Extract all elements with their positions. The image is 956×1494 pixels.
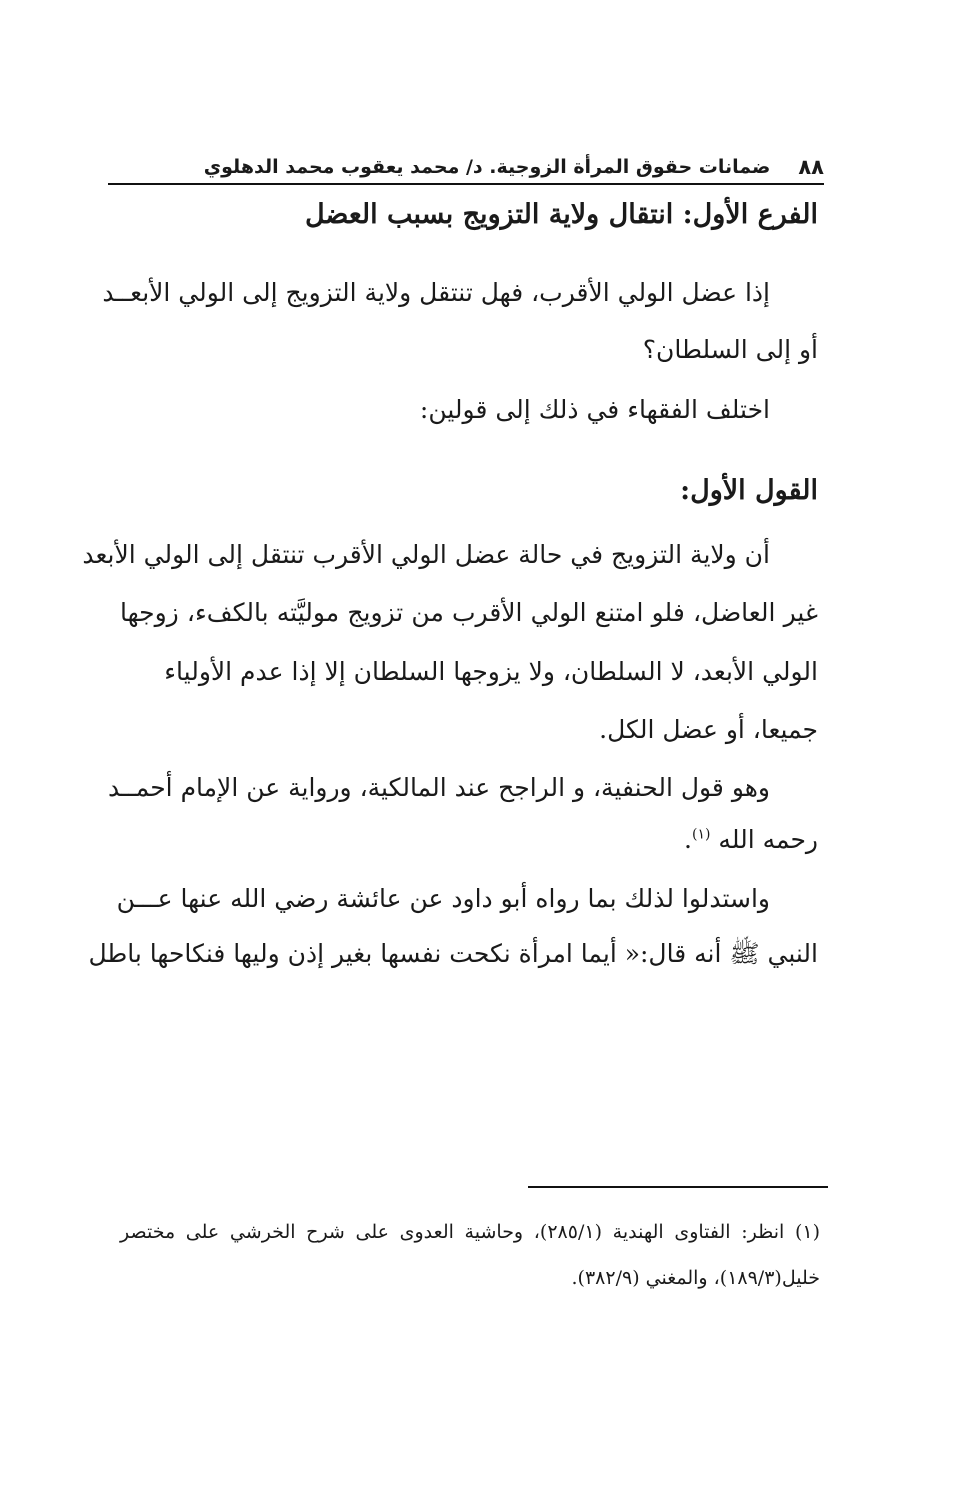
paragraph-line: اختلف الفقهاء في ذلك إلى قولين: (419, 395, 770, 424)
section-heading: الفرع الأول: انتقال ولاية التزويج بسبب العضل (304, 199, 818, 230)
paragraph-line: غير العاضل، فلو امتنع الولي الأقرب من تزويج موليَّته بالكفء، زوجها (120, 598, 818, 627)
paragraph-line (684, 827, 818, 852)
text-run: رحمه الله (718, 825, 818, 854)
subheading: القول الأول: (680, 475, 818, 506)
paragraph-line: إذا عضل الولي الأقرب، فهل تنتقل ولاية التزويج إلى الولي الأبعــد (102, 278, 770, 307)
paragraph-line: الولي الأبعد، لا السلطان، ولا يزوجها السلطان إلا إذا عدم الأولياء (164, 657, 818, 686)
paragraph-line: أو إلى السلطان؟ (642, 335, 818, 364)
paragraph-line: وهو قول الحنفية، و الراجح عند المالكية، ورواية عن الإمام أحمــد (108, 773, 770, 802)
paragraph-line: أن ولاية التزويج في حالة عضل الولي الأقرب تنتقل إلى الولي الأبعد (82, 540, 770, 569)
running-header (108, 150, 824, 185)
paragraph-line: النبي ﷺ أنه قال:« أيما امرأة نكحت نفسها بغير إذن وليها فنكاحها باطل (88, 939, 818, 968)
text-run: . (684, 825, 692, 854)
paragraph-line: واستدلوا لذلك بما رواه أبو داود عن عائشة رضي الله عنها عـــن (116, 884, 770, 913)
footnote-reference: (١) (692, 826, 711, 843)
running-title: ضمانات حقوق المرأة الزوجية. د/ محمد يعقوب محمد الدهلوي (203, 155, 771, 178)
footnote-separator (528, 1186, 828, 1188)
paragraph-line: جميعا، أو عضل الكل. (599, 715, 818, 744)
footnote-line: خليل(١٨٩/٣)، والمغني (٣٨٢/٩). (571, 1267, 820, 1289)
footnote-line: (١) انظر: الفتاوى الهندية (٢٨٥/١)، وحاشية العدوى على شرح الخرشي على مختصر (120, 1221, 820, 1243)
page-number: ٨٨ (798, 154, 824, 179)
